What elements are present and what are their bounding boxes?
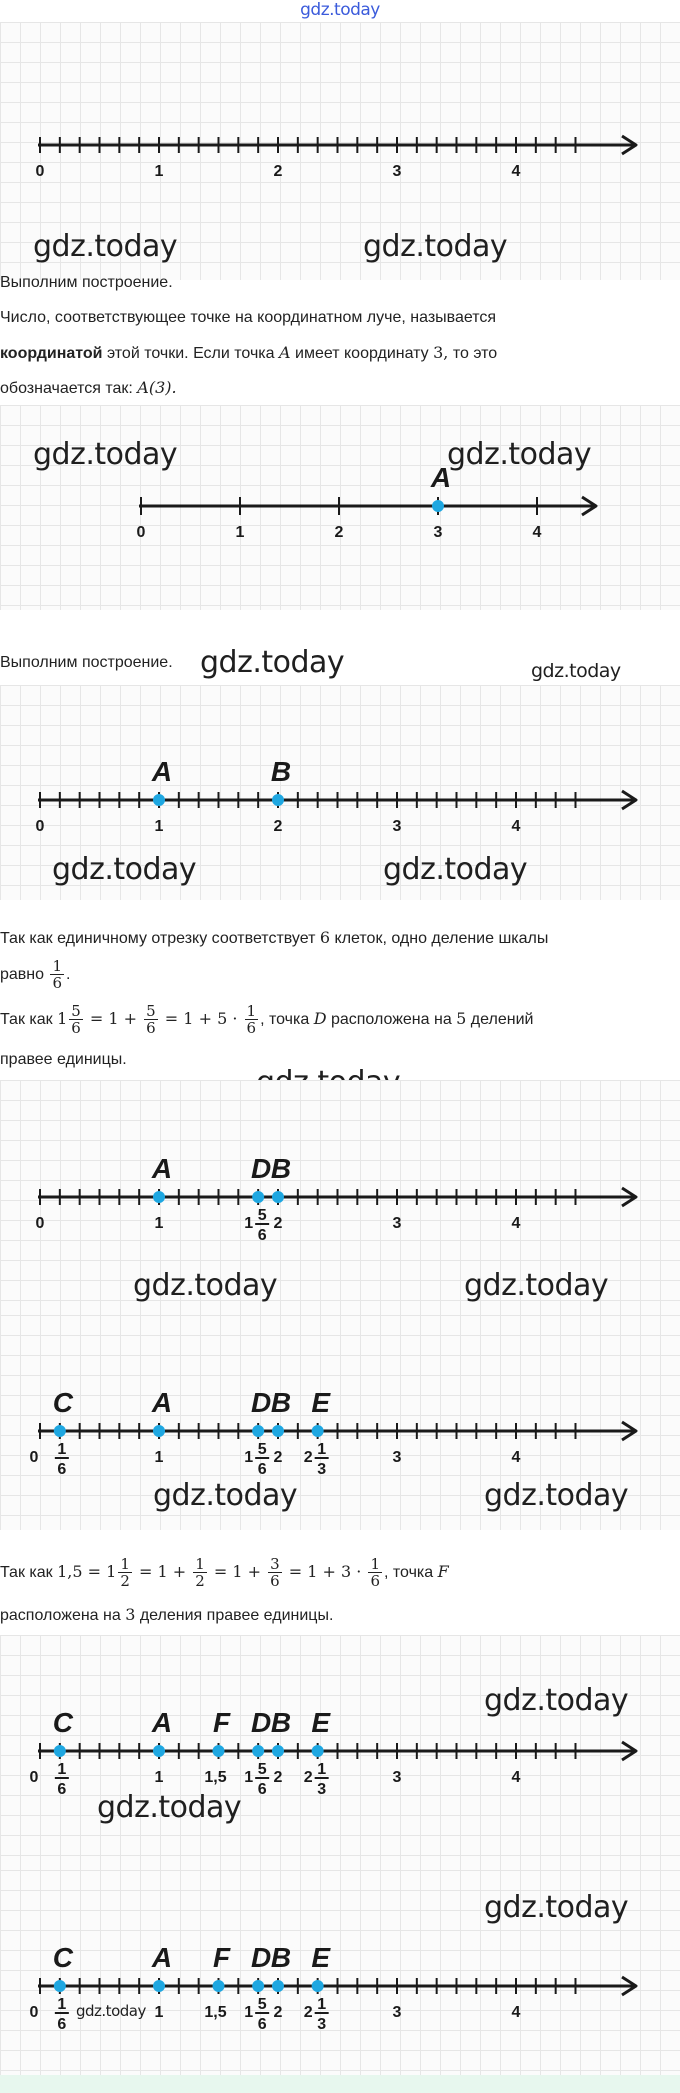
point-marker-d — [252, 1745, 264, 1757]
fraction-num: 1 — [246, 1002, 257, 1021]
tick-label: 2 — [273, 818, 283, 835]
point-marker-d — [252, 1980, 264, 1992]
fraction-label-den: 6 — [257, 2016, 267, 2033]
point-marker-a — [153, 1980, 165, 1992]
math-num: 1,5 — [57, 1562, 83, 1581]
tick-label: 1 — [154, 1215, 164, 1232]
math-num: 1 — [232, 1562, 243, 1581]
point-label-e: E — [311, 1942, 331, 1973]
tick-label: 2 — [334, 524, 344, 541]
number-line-2 — [0, 405, 680, 610]
tick-label: 0 — [136, 524, 146, 541]
point-marker-b — [272, 1745, 284, 1757]
text-run: , точка — [260, 1011, 314, 1028]
point-label-d: D — [251, 1707, 272, 1738]
watermark: gdz.today — [153, 1478, 298, 1513]
tick-label: 0 — [29, 2004, 39, 2021]
math-num: 3 — [340, 1562, 352, 1581]
math-op: = — [84, 1009, 109, 1028]
point-marker-e — [312, 1425, 324, 1437]
paragraph-build-2: Выполним построение. — [0, 654, 173, 671]
paragraph-point-d-2: правее единицы. — [0, 1051, 127, 1068]
watermark: gdz.today — [200, 645, 345, 680]
math-num: 3 — [125, 1605, 136, 1624]
text-run: расположена на — [0, 1607, 126, 1624]
fraction-label-den: 6 — [257, 1227, 267, 1244]
tick-label: 4 — [532, 524, 542, 541]
paragraph-coord-definition-3 — [0, 378, 680, 399]
figure-panel-6 — [0, 1635, 680, 1870]
figure-panel-5 — [0, 1315, 680, 1530]
point-label-b: B — [270, 756, 292, 787]
paragraph-coord-definition-2 — [0, 343, 680, 364]
point-label-a: A — [151, 1942, 173, 1973]
fraction-label-num: 1 — [57, 1996, 67, 2013]
point-marker-d — [252, 1425, 264, 1437]
point-label-d: D — [251, 1387, 272, 1418]
math-op: = — [82, 1562, 107, 1581]
point-label-a: A — [151, 756, 173, 787]
fraction-label-num: 1 — [317, 1996, 327, 2013]
paragraph-point-d-1 — [0, 997, 680, 1041]
fraction-den: 6 — [370, 1572, 380, 1591]
fraction-label-whole: 1 — [244, 1449, 254, 1466]
tick-label: 3 — [392, 163, 402, 180]
tick-label: 3 — [392, 1769, 402, 1786]
tick-label: 3 — [433, 524, 443, 541]
fraction-label-num: 5 — [257, 1996, 267, 2013]
fraction-label-num: 1 — [317, 1441, 327, 1458]
fraction-num: 1 — [52, 957, 63, 976]
bottom-bar — [0, 2075, 680, 2093]
watermark: gdz.today — [447, 437, 592, 472]
tick-label: 4 — [511, 818, 521, 835]
tick-label: 1 — [154, 2004, 164, 2021]
fraction-label-den: 3 — [317, 1461, 327, 1478]
point-label-a: A — [151, 1153, 173, 1184]
math-var: D — [313, 1009, 327, 1028]
tick-label: 0 — [29, 1769, 39, 1786]
fraction-label-den: 3 — [317, 1781, 327, 1798]
text-run: этой точки. Если точка — [102, 345, 279, 362]
math-op: + — [317, 1562, 341, 1581]
point-label-b: B — [270, 1387, 292, 1418]
math-expr: A(3). — [137, 378, 177, 397]
text-run: имеет координату — [290, 345, 434, 362]
fraction-label-num: 1 — [317, 1761, 327, 1778]
math-num: 5 — [456, 1009, 467, 1028]
tick-label: 1 — [154, 1449, 164, 1466]
figure-panel-7 — [0, 1870, 680, 2075]
math-num: 5 — [217, 1009, 228, 1028]
fraction-label-num: 5 — [257, 1761, 267, 1778]
tick-label: 1 — [154, 818, 164, 835]
text-run: . — [66, 966, 71, 983]
fraction-label-den: 3 — [317, 2016, 327, 2033]
tick-label: 0 — [29, 1449, 39, 1466]
tick-label: 3 — [392, 1215, 402, 1232]
math-op: · — [351, 1562, 367, 1581]
point-marker-c — [54, 1425, 66, 1437]
point-marker-c — [54, 1745, 66, 1757]
fraction-den: 2 — [195, 1572, 205, 1591]
text-run: Так как единичному отрезку соответствует — [0, 930, 320, 947]
math-op: + — [242, 1562, 267, 1581]
tick-label: 4 — [511, 1449, 521, 1466]
fraction-label-den: 6 — [57, 2016, 67, 2033]
fraction-label-whole: 2 — [303, 2004, 313, 2021]
math-var: F — [437, 1562, 449, 1581]
figure-panel-4 — [0, 1080, 680, 1315]
fraction — [118, 1556, 132, 1589]
point-marker-b — [272, 1191, 284, 1203]
point-marker-b — [272, 1980, 284, 1992]
tick-label-decimal: 1,5 — [204, 2004, 227, 2021]
tick-label: 0 — [35, 1215, 45, 1232]
number-line-6 — [0, 1635, 680, 1870]
text-run: то это — [448, 345, 498, 362]
math-op: = — [208, 1562, 233, 1581]
fraction-label-whole: 1 — [244, 1769, 254, 1786]
tick-label: 3 — [392, 1449, 402, 1466]
tick-label: 1 — [235, 524, 245, 541]
tick-label: 4 — [511, 2004, 521, 2021]
math-op: = — [159, 1009, 184, 1028]
math-op: = — [283, 1562, 308, 1581]
paragraph-point-f-2 — [0, 1605, 680, 1626]
fraction — [245, 1003, 259, 1036]
point-marker-a — [153, 1425, 165, 1437]
tick-label-decimal: 1,5 — [204, 1769, 227, 1786]
point-label-f: F — [212, 1942, 231, 1973]
text-run: делений — [466, 1011, 534, 1028]
fraction-num: 5 — [146, 1002, 156, 1021]
watermark: gdz.today — [33, 229, 178, 264]
fraction-label-num: 5 — [257, 1441, 267, 1458]
paragraph-point-f-1 — [0, 1550, 680, 1594]
fraction-label-num: 5 — [257, 1207, 267, 1224]
paragraph-coord-definition-1: Число, соответствующее точке на координатном луче, называется — [0, 309, 497, 326]
point-label-a: A — [151, 1387, 173, 1418]
point-marker-f — [213, 1980, 225, 1992]
fraction-den: 6 — [270, 1572, 280, 1591]
point-label-e: E — [311, 1707, 331, 1738]
text-run: Так как — [0, 1011, 58, 1028]
tick-label: 2 — [273, 2004, 283, 2021]
tick-label: 2 — [273, 1769, 283, 1786]
tick-label: 0 — [35, 163, 45, 180]
tick-label: 4 — [511, 163, 521, 180]
fraction-label-den: 6 — [257, 1461, 267, 1478]
point-marker-a — [153, 794, 165, 806]
fraction-label-num: 1 — [57, 1761, 67, 1778]
point-label-e: E — [311, 1387, 331, 1418]
fraction — [50, 958, 64, 991]
fraction-den: 6 — [146, 1019, 156, 1038]
fraction — [368, 1556, 382, 1589]
math-num: 3, — [433, 343, 449, 362]
paragraph-division-1 — [0, 928, 680, 949]
point-label-a: A — [430, 462, 452, 493]
fraction-label-whole: 2 — [303, 1449, 313, 1466]
text-run: , точка — [383, 1564, 438, 1581]
watermark: gdz.today — [363, 229, 508, 264]
point-marker-a — [153, 1191, 165, 1203]
watermark: gdz.today — [484, 1478, 629, 1513]
watermark: gdz.today — [464, 1268, 609, 1303]
tick-label: 3 — [392, 2004, 402, 2021]
text-run: обозначается так: — [0, 380, 138, 397]
math-num: 1 — [108, 1009, 119, 1028]
paragraph-build-1: Выполним построение. — [0, 274, 173, 291]
figure-panel-2 — [0, 405, 680, 610]
watermark: gdz.today — [531, 660, 621, 682]
site-logo[interactable]: gdz.today — [300, 0, 380, 20]
paragraph-division-2 — [0, 955, 680, 995]
fraction-label-whole: 1 — [244, 1215, 254, 1232]
figure-panel-3 — [0, 685, 680, 900]
text-run: расположена на — [326, 1011, 457, 1028]
fraction-label-num: 1 — [57, 1441, 67, 1458]
fraction-den: 6 — [246, 1019, 257, 1038]
figure-panel-1 — [0, 22, 680, 280]
fraction-label-whole: 1 — [244, 2004, 254, 2021]
math-num: 1 — [57, 1009, 68, 1028]
term-coordinate: координатой — [0, 345, 103, 362]
point-marker-b — [272, 1425, 284, 1437]
fraction — [144, 1003, 158, 1036]
tick-label: 3 — [392, 818, 402, 835]
point-marker-e — [312, 1980, 324, 1992]
fraction-num: 5 — [71, 1002, 81, 1021]
watermark: gdz.today — [33, 437, 178, 472]
point-marker-a — [153, 1745, 165, 1757]
point-label-c: C — [52, 1707, 73, 1738]
watermark: gdz.today — [76, 2002, 146, 2020]
point-label-b: B — [270, 1153, 292, 1184]
watermark: gdz.today — [484, 1890, 629, 1925]
fraction-num: 1 — [370, 1555, 380, 1574]
tick-label: 1 — [154, 1769, 164, 1786]
fraction-den: 6 — [52, 974, 63, 993]
tick-label: 1 — [154, 163, 164, 180]
watermark: gdz.today — [484, 1683, 629, 1718]
point-label-d: D — [251, 1153, 272, 1184]
point-label-d: D — [251, 1942, 272, 1973]
fraction — [268, 1556, 282, 1589]
watermark: gdz.today — [383, 852, 528, 887]
watermark: gdz.today — [97, 1790, 242, 1825]
fraction-label-den: 6 — [57, 1781, 67, 1798]
math-var: A — [279, 343, 291, 362]
tick-label: 0 — [35, 818, 45, 835]
tick-label: 2 — [273, 163, 283, 180]
math-num: 1 — [307, 1562, 318, 1581]
point-label-a: A — [151, 1707, 173, 1738]
tick-label: 4 — [511, 1215, 521, 1232]
point-label-c: C — [52, 1387, 73, 1418]
math-num: 1 — [106, 1562, 117, 1581]
tick-label: 2 — [273, 1449, 283, 1466]
math-num: 1 — [157, 1562, 168, 1581]
point-label-f: F — [212, 1707, 231, 1738]
point-marker-b — [272, 794, 284, 806]
fraction-num: 1 — [195, 1555, 205, 1574]
fraction-num: 1 — [120, 1555, 130, 1574]
text-run: деления правее единицы. — [135, 1607, 334, 1624]
point-marker-c — [54, 1980, 66, 1992]
fraction — [193, 1556, 207, 1589]
math-num: 6 — [319, 928, 331, 947]
fraction-label-whole: 2 — [303, 1769, 313, 1786]
point-marker-d — [252, 1191, 264, 1203]
text-run: клеток, одно деление шкалы — [330, 930, 549, 947]
math-num: 1 — [183, 1009, 194, 1028]
tick-label: 4 — [511, 1769, 521, 1786]
text-run: Так как — [0, 1564, 58, 1581]
math-op: · — [227, 1009, 243, 1028]
point-marker-e — [312, 1745, 324, 1757]
point-marker-f — [213, 1745, 225, 1757]
math-op: = — [133, 1562, 158, 1581]
fraction-den: 2 — [120, 1572, 130, 1591]
math-op: + — [118, 1009, 143, 1028]
fraction — [69, 1003, 83, 1036]
text-run: равно — [0, 966, 49, 983]
math-op: + — [193, 1009, 218, 1028]
fraction-label-den: 6 — [57, 1461, 67, 1478]
watermark: gdz.today — [52, 852, 197, 887]
fraction-den: 6 — [71, 1019, 81, 1038]
point-marker-a — [432, 500, 444, 512]
point-label-b: B — [270, 1942, 292, 1973]
point-label-b: B — [270, 1707, 292, 1738]
fraction-label-den: 6 — [257, 1781, 267, 1798]
tick-label: 2 — [273, 1215, 283, 1232]
fraction-num: 3 — [270, 1555, 280, 1574]
point-label-c: C — [52, 1942, 73, 1973]
math-op: + — [167, 1562, 192, 1581]
watermark: gdz.today — [133, 1268, 278, 1303]
